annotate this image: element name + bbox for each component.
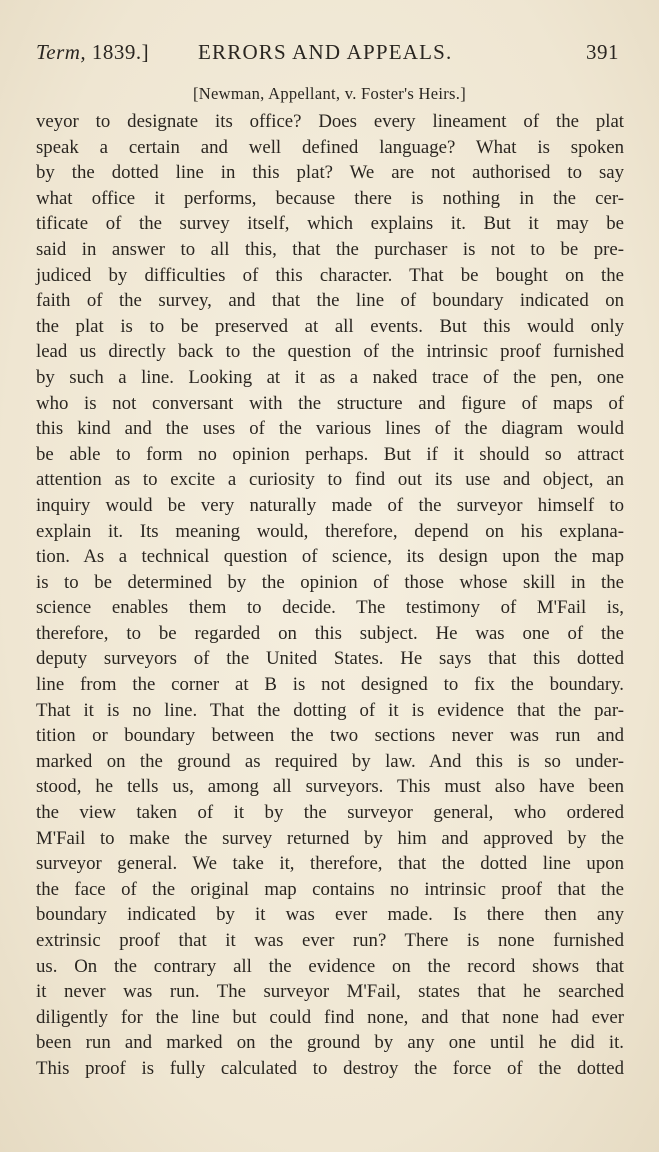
text-line: faith of the survey, and that the line of boundary indicated on xyxy=(36,290,624,312)
text-line: inquiry would be very naturally made of the surveyor himself to xyxy=(36,494,624,516)
text-line: been run and marked on the ground by any one until he did it. xyxy=(36,1032,624,1054)
running-head-term xyxy=(36,40,149,65)
text-line: stood, he tells us, among all surveyors. This must also have been xyxy=(36,776,624,798)
text-line: is to be determined by the opinion of those whose skill in the xyxy=(36,571,624,593)
text-line: veyor to designate its office? Does every lineament of the plat xyxy=(36,111,624,132)
text-line: tificate of the survey itself, which explains it. But it may be xyxy=(36,213,624,235)
text-line: by the dotted line in this plat? We are not authorised to say xyxy=(36,162,624,184)
text-line: marked on the ground as required by law. And this is so under- xyxy=(36,750,624,772)
term-year: 1839.] xyxy=(91,40,150,64)
text-line: the view taken of it by the surveyor general, who ordered xyxy=(36,802,624,824)
text-line: speak a certain and well defined language? What is spoken xyxy=(36,136,624,158)
text-line: what office it performs, because there is nothing in the cer- xyxy=(36,187,624,209)
text-line: the plat is to be preserved at all events. But this would only xyxy=(36,315,624,337)
text-line: it never was run. The surveyor M'Fail, states that he searched xyxy=(36,981,624,1003)
text-line: explain it. Its meaning would, therefore, depend on his explana- xyxy=(36,520,624,542)
text-line: boundary indicated by it was ever made. Is there then any xyxy=(36,904,624,926)
text-line: This proof is fully calculated to destroy the force of the dotted xyxy=(36,1057,624,1079)
text-line: That it is no line. That the dotting of it is evidence that the par- xyxy=(36,699,624,721)
text-line: tition or boundary between the two sections never was run and xyxy=(36,725,624,747)
text-line: us. On the contrary all the evidence on the record shows that xyxy=(36,955,624,977)
text-line: therefore, to be regarded on this subject. He was one of the xyxy=(36,622,624,644)
term-label: Term, xyxy=(36,40,87,64)
text-line: science enables them to decide. The testimony of M'Fail is, xyxy=(36,597,624,619)
case-title: [Newman, Appellant, v. Foster's Heirs.] xyxy=(193,84,466,103)
text-line: lead us directly back to the question of the intrinsic proof furnished xyxy=(36,341,624,363)
text-line: attention as to excite a curiosity to find out its use and object, an xyxy=(36,469,624,491)
running-head-title: ERRORS AND APPEALS. xyxy=(198,40,453,64)
text-line: by such a line. Looking at it as a naked trace of the pen, one xyxy=(36,366,624,388)
text-line: said in answer to all this, that the purchaser is not to be pre- xyxy=(36,238,624,260)
text-line: line from the corner at B is not designed to fix the boundary. xyxy=(36,674,624,696)
running-head xyxy=(36,40,619,66)
text-line: diligently for the line but could find none, and that none had ever xyxy=(36,1006,624,1028)
text-line: this kind and the uses of the various lines of the diagram would xyxy=(36,418,624,440)
text-line: extrinsic proof that it was ever run? There is none furnished xyxy=(36,930,624,951)
text-line: M'Fail to make the survey returned by him and approved by the xyxy=(36,827,624,849)
text-line: surveyor general. We take it, therefore, that the dotted line upon xyxy=(36,853,624,875)
text-line: tion. As a technical question of science, its design upon the map xyxy=(36,546,624,568)
text-line: deputy surveyors of the United States. He says that this dotted xyxy=(36,648,624,670)
text-line: the face of the original map contains no intrinsic proof that the xyxy=(36,878,624,900)
text-line: who is not conversant with the structure and figure of maps of xyxy=(36,392,624,414)
text-line: judiced by difficulties of this character. That be bought on the xyxy=(36,264,624,286)
text-line: be able to form no opinion perhaps. But if it should so attract xyxy=(36,443,624,465)
body-text xyxy=(36,109,624,1082)
page-number: 391 xyxy=(586,40,619,64)
